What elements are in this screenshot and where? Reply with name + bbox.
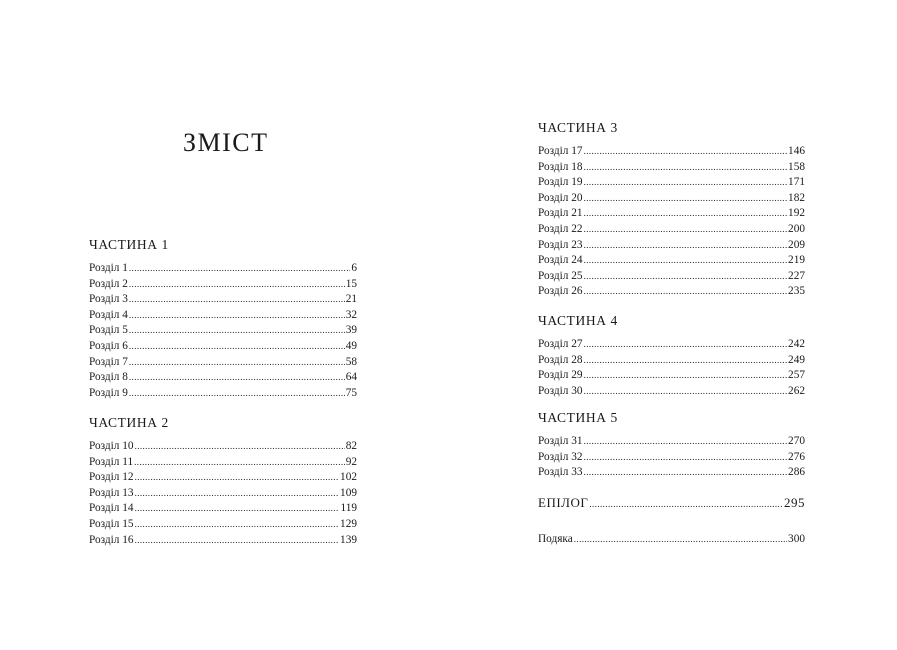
dot-leader: [135, 517, 339, 533]
dot-leader: [584, 353, 787, 369]
entry-page-number: 119: [340, 502, 357, 515]
toc-entry[interactable]: [89, 501, 357, 517]
dot-leader: [584, 191, 787, 207]
toc-entry-acknowledgements[interactable]: [538, 532, 805, 548]
toc-entry[interactable]: [538, 269, 805, 285]
dot-leader: [584, 253, 787, 269]
entry-page-number: 64: [345, 371, 357, 384]
toc-entry[interactable]: [538, 160, 805, 176]
dot-leader: [584, 238, 787, 254]
toc-entry[interactable]: [89, 339, 357, 355]
entry-label: Розділ 22: [538, 222, 583, 235]
entry-page-number: 58: [345, 355, 357, 368]
right-page: [448, 0, 897, 650]
toc-entry[interactable]: [538, 206, 805, 222]
toc-entry[interactable]: [89, 386, 357, 402]
toc-entry[interactable]: [89, 355, 357, 371]
entry-page-number: 146: [788, 145, 805, 157]
toc-entry[interactable]: [538, 384, 805, 400]
entry-page-number: 49: [345, 339, 357, 352]
dot-leader: [584, 284, 787, 300]
entry-page-number: 249: [788, 353, 805, 366]
toc-entry[interactable]: [89, 323, 357, 339]
part-heading: ЧАСТИНА 5: [538, 410, 618, 425]
part-5-section: [538, 409, 805, 481]
entry-page-number: 262: [788, 384, 805, 397]
entry-label: Розділ 30: [538, 384, 583, 397]
entry-page-number: 209: [788, 238, 805, 251]
entry-page-number: 171: [788, 176, 805, 189]
entry-page-number: 227: [788, 269, 805, 282]
part-heading: ЧАСТИНА 3: [538, 120, 618, 135]
dot-leader: [584, 222, 787, 238]
entry-page-number: 6: [351, 262, 357, 274]
dot-leader: [584, 384, 787, 400]
entry-page-number: 158: [788, 160, 805, 173]
dot-leader: [584, 337, 787, 353]
entry-label: Розділ 21: [538, 207, 583, 220]
entry-page-number: 235: [788, 285, 805, 298]
entry-label: Розділ 28: [538, 353, 583, 366]
entry-page-number: 129: [340, 517, 357, 530]
dot-leader: [574, 532, 787, 548]
entry-page-number: 21: [345, 293, 357, 306]
dot-leader: [129, 386, 345, 402]
entry-label: Розділ 26: [538, 285, 583, 298]
dot-leader: [584, 368, 787, 384]
dot-leader: [584, 434, 787, 450]
entry-page-number: 192: [788, 207, 805, 220]
entry-label: Розділ 14: [89, 502, 134, 515]
toc-entry[interactable]: [89, 292, 357, 308]
entry-label: Подяка: [538, 533, 573, 545]
entry-page-number: 82: [345, 440, 357, 452]
entry-page-number: 39: [345, 324, 357, 337]
toc-entry[interactable]: [538, 284, 805, 300]
toc-entry-epilogue[interactable]: [538, 494, 805, 511]
dot-leader: [129, 261, 350, 277]
acknowledgements-section: [538, 532, 805, 548]
entry-page-number: 32: [345, 308, 357, 321]
toc-entry[interactable]: [89, 277, 357, 293]
dot-leader: [129, 308, 345, 324]
entry-label: Розділ 33: [538, 466, 583, 479]
toc-entry[interactable]: [538, 175, 805, 191]
toc-entry[interactable]: [538, 253, 805, 269]
toc-entry[interactable]: [538, 191, 805, 207]
dot-leader: [135, 470, 339, 486]
entry-page-number: 300: [788, 533, 805, 545]
toc-entry[interactable]: [89, 533, 357, 549]
entry-label: Розділ 23: [538, 238, 583, 251]
entry-label: Розділ 11: [89, 455, 134, 468]
dot-leader: [584, 450, 787, 466]
entry-label: Розділ 13: [89, 486, 134, 499]
entry-label: Розділ 32: [538, 450, 583, 463]
part-4-section: [538, 312, 805, 399]
entry-page-number: 286: [788, 466, 805, 479]
dot-leader: [584, 144, 787, 160]
toc-entry[interactable]: [538, 144, 805, 160]
entry-page-number: 109: [340, 486, 357, 499]
part-2-section: [89, 414, 357, 548]
toc-entry[interactable]: [89, 486, 357, 502]
entry-label: Розділ 27: [538, 338, 583, 350]
dot-leader: [584, 465, 787, 481]
dot-leader: [135, 439, 345, 455]
entry-label: Розділ 3: [89, 293, 128, 306]
entry-page-number: 200: [788, 222, 805, 235]
dot-leader: [129, 277, 345, 293]
entry-page-number: 257: [788, 369, 805, 382]
toc-entry[interactable]: [538, 434, 805, 450]
part-1-section: [89, 236, 357, 401]
part-heading: ЧАСТИНА 2: [89, 415, 169, 430]
entry-label: Розділ 4: [89, 308, 128, 321]
toc-entry[interactable]: [89, 517, 357, 533]
dot-leader: [135, 533, 339, 549]
entry-label: Розділ 20: [538, 191, 583, 204]
entry-page-number: 139: [340, 533, 357, 546]
epilogue-section: [538, 494, 805, 511]
entry-page-number: 75: [345, 386, 357, 399]
toc-entry[interactable]: [538, 337, 805, 353]
page-title: ЗМІСТ: [183, 128, 269, 157]
toc-entry[interactable]: [89, 470, 357, 486]
toc-entry[interactable]: [538, 368, 805, 384]
entry-label: Розділ 15: [89, 517, 134, 530]
dot-leader: [129, 339, 345, 355]
entry-page-number: 295: [784, 495, 805, 510]
toc-entry[interactable]: [538, 222, 805, 238]
toc-entry[interactable]: [538, 353, 805, 369]
toc-entry[interactable]: [538, 465, 805, 481]
entry-label: Розділ 12: [89, 471, 134, 484]
entry-label: Розділ 24: [538, 254, 583, 267]
entry-page-number: 270: [788, 435, 805, 447]
entry-label: Розділ 5: [89, 324, 128, 337]
dot-leader: [134, 455, 345, 471]
entry-label: ЕПІЛОГ: [538, 495, 589, 510]
toc-entry[interactable]: [89, 455, 357, 471]
entry-page-number: 182: [788, 191, 805, 204]
entry-page-number: 102: [340, 471, 357, 484]
part-heading: ЧАСТИНА 1: [89, 237, 169, 252]
entry-page-number: 242: [788, 338, 805, 350]
toc-entry[interactable]: [89, 261, 357, 277]
entry-label: Розділ 1: [89, 262, 128, 274]
dot-leader: [129, 355, 345, 371]
entry-page-number: 276: [788, 450, 805, 463]
dot-leader: [129, 323, 345, 339]
dot-leader: [135, 501, 340, 517]
entry-page-number: 92: [345, 455, 357, 468]
entry-page-number: 219: [788, 254, 805, 267]
dot-leader: [584, 175, 787, 191]
left-page: [0, 0, 448, 650]
entry-label: Розділ 8: [89, 371, 128, 384]
toc-entry[interactable]: [89, 439, 357, 455]
entry-label: Розділ 25: [538, 269, 583, 282]
toc-entry[interactable]: [89, 370, 357, 386]
toc-entry[interactable]: [538, 450, 805, 466]
entry-label: Розділ 7: [89, 355, 128, 368]
entry-label: Розділ 18: [538, 160, 583, 173]
dot-leader: [129, 370, 345, 386]
dot-leader: [135, 486, 339, 502]
part-heading: ЧАСТИНА 4: [538, 313, 618, 328]
entry-label: Розділ 16: [89, 533, 134, 546]
entry-label: Розділ 17: [538, 145, 583, 157]
dot-leader: [584, 269, 787, 285]
entry-label: Розділ 31: [538, 435, 583, 447]
dot-leader: [589, 496, 783, 513]
entry-label: Розділ 2: [89, 277, 128, 290]
entry-page-number: 15: [345, 277, 357, 290]
entry-label: Розділ 19: [538, 176, 583, 189]
toc-entry[interactable]: [89, 308, 357, 324]
entry-label: Розділ 9: [89, 386, 128, 399]
dot-leader: [584, 160, 787, 176]
entry-label: Розділ 10: [89, 440, 134, 452]
part-3-section: [538, 119, 805, 300]
entry-label: Розділ 29: [538, 369, 583, 382]
dot-leader: [129, 292, 345, 308]
toc-entry[interactable]: [538, 238, 805, 254]
entry-label: Розділ 6: [89, 339, 128, 352]
dot-leader: [584, 206, 787, 222]
